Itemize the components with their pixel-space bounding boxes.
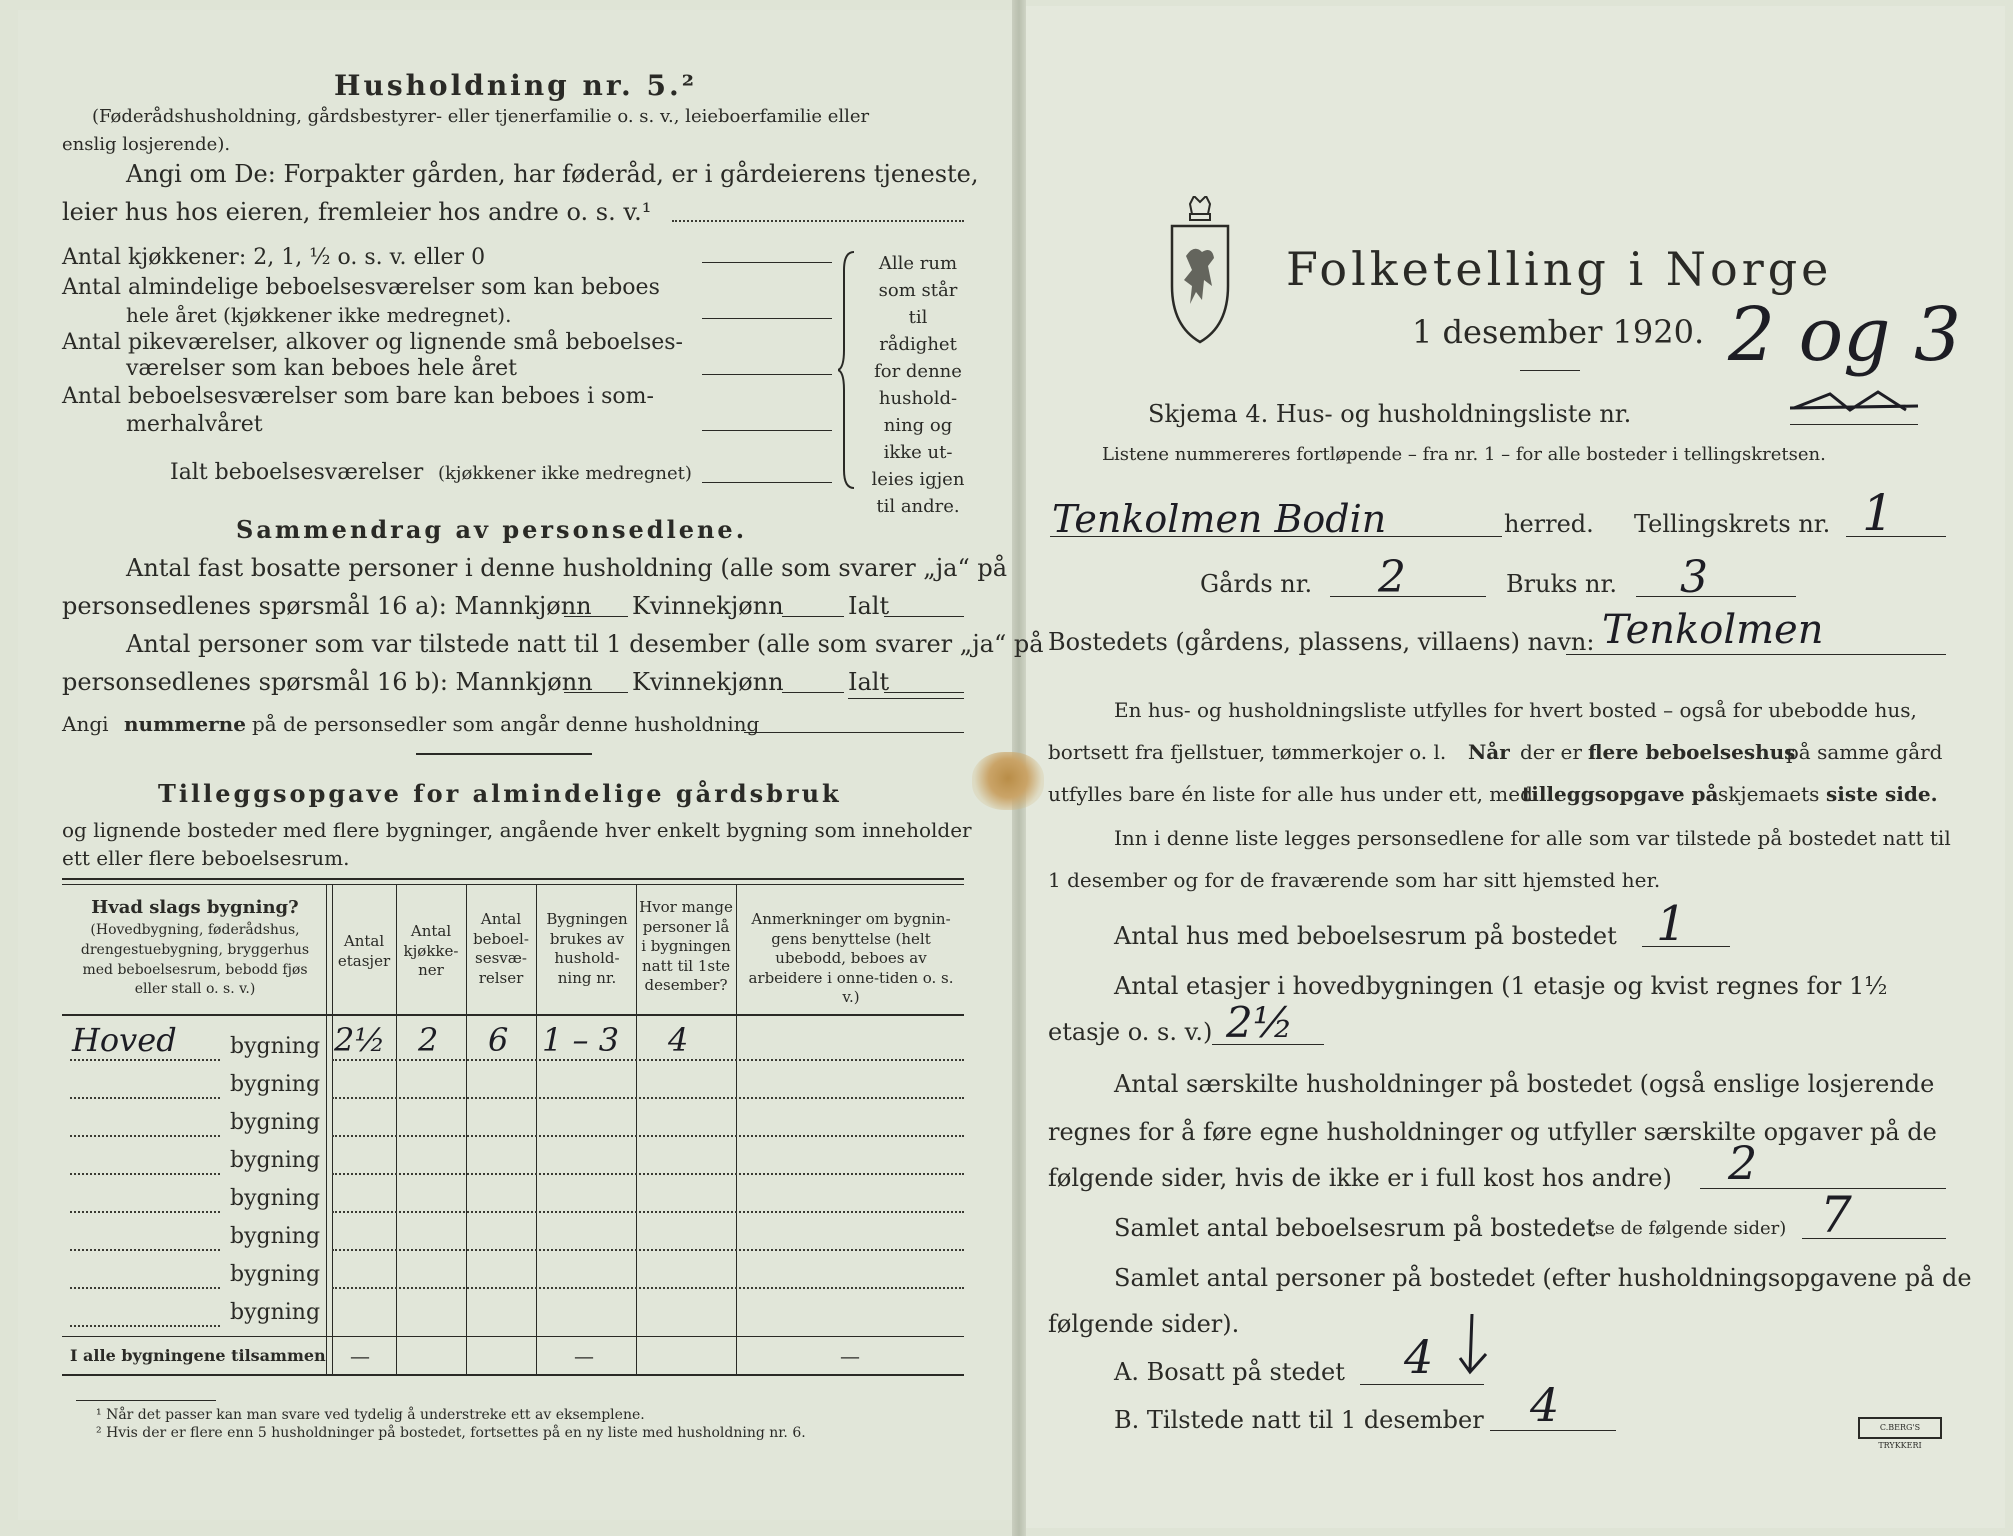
small-rooms-label-1: Antal pikeværelser, alkover og lignende små beboelses- <box>62 330 683 355</box>
small-rooms-answer-line <box>702 374 832 375</box>
row-1-building-type: Hoved <box>72 1021 177 1059</box>
building-type-header <box>66 896 324 1000</box>
summary-line-1b: personsedlenes spørsmål 16 a): Mannkjønn <box>62 592 592 620</box>
table-col-divider <box>326 884 327 1374</box>
brace-note-line: for denne <box>874 361 962 382</box>
table-header-border <box>62 1014 964 1016</box>
info-line-2d: flere beboelseshus <box>1588 740 1796 764</box>
total-label: Ialt <box>848 668 890 696</box>
household-note-1: (Føderådshusholdning, gårdsbestyrer- eller tjenerfamilie o. s. v., leieboerfamilie eller <box>92 106 870 127</box>
a-handwritten: 4 <box>1404 1330 1434 1384</box>
supplement-line-2: ett eller flere beboelsesrum. <box>62 846 350 870</box>
footnote-1: ¹ Når det passer kan man svare ved tydelig å understreke ett av eksemplene. <box>96 1407 645 1423</box>
houses-label: Antal hus med beboelsesrum på bostedet <box>1114 922 1617 950</box>
list-number-line <box>1790 424 1918 425</box>
total-rooms-answer-line <box>702 482 832 483</box>
total-answer-line <box>884 692 964 693</box>
row-line <box>70 1173 220 1175</box>
brace-note-line: hushold- <box>878 388 958 409</box>
row-line <box>70 1097 220 1099</box>
households-line-3: følgende sider, hvis de ikke er i full kost hos andre) <box>1048 1164 1672 1192</box>
summary-title: Sammendrag av personsedlene. <box>236 515 748 544</box>
printer-stamp: C.BERG'S TRYKKERI <box>1858 1417 1942 1439</box>
rooms-label-1: Antal almindelige beboelsesværelser som kan beboes <box>62 275 660 300</box>
row-1-household: 1 – 3 <box>542 1021 620 1059</box>
district-line <box>1846 536 1946 537</box>
summary-line-2b: personsedlenes spørsmål 16 b): Mannkjønn <box>62 668 593 696</box>
total-double-line <box>848 698 964 699</box>
rooms-label-2: hele året (kjøkkener ikke medregnet). <box>126 303 512 327</box>
numbers-bold: nummerne <box>124 712 246 736</box>
supplement-line-1: og lignende bosteder med flere bygninger, angående hver enkelt bygning som inneholder <box>62 818 972 842</box>
b-label: B. Tilstede natt til 1 desember <box>1114 1406 1484 1434</box>
check-mark-icon <box>1452 1310 1492 1380</box>
gards-handwritten: 2 <box>1378 552 1406 603</box>
total-row-household-dash: — <box>574 1344 594 1368</box>
place-handwritten: Tenkolmen <box>1602 607 1824 653</box>
row-line <box>332 1249 964 1251</box>
kitchens-label: Antal kjøkkener: 2, 1, ½ o. s. v. eller 0 <box>62 245 486 270</box>
brace-note-line: rådighet <box>879 334 957 355</box>
herred-label: herred. <box>1504 510 1594 538</box>
total-rooms-note: (kjøkkener ikke medregnet) <box>438 463 692 484</box>
rooms-header: Antal beboel-sesvæ-relser <box>473 910 529 987</box>
floors-header: Antal etasjer <box>337 932 391 970</box>
row-line <box>70 1211 220 1213</box>
floors-label-1: Antal etasjer i hovedbygningen (1 etasje og kvist regnes for 1½ <box>1114 972 1888 1000</box>
bruks-handwritten: 3 <box>1680 552 1708 603</box>
households-line-2: regnes for å føre egne husholdninger og utfyller særskilte opgaver på de <box>1048 1118 1937 1146</box>
row-line <box>332 1097 964 1099</box>
row-line <box>332 1135 964 1137</box>
brace-note-line: som står til <box>878 280 958 328</box>
info-line-3d: siste side. <box>1826 782 1938 806</box>
municipality-line <box>1050 536 1502 537</box>
floors-line <box>1212 1044 1324 1045</box>
building-row-label: bygning <box>230 1148 321 1173</box>
female-answer-line <box>782 692 844 693</box>
building-type-header-sub: (Hovedbygning, føderådshus, drengestuebygning, bryggerhus med beboelsesrum, bebodd fjøs eller stall o. s. v.) <box>80 922 310 998</box>
info-line-5: 1 desember og for de fraværende som har sitt hjemsted her. <box>1048 868 1661 892</box>
a-line <box>1360 1384 1484 1385</box>
footnote-rule <box>76 1400 216 1401</box>
info-line-3a: utfylles bare én liste for alle hus under ett, med <box>1048 782 1533 806</box>
gards-line <box>1330 596 1486 597</box>
info-line-3b: tilleggsopgave på <box>1522 782 1719 806</box>
households-handwritten: 2 <box>1728 1136 1758 1190</box>
row-line <box>332 1287 964 1289</box>
building-row-label: bygning <box>230 1224 321 1249</box>
row-line <box>332 1211 964 1213</box>
building-row-label: bygning <box>230 1186 321 1211</box>
a-label: A. Bosatt på stedet <box>1114 1358 1345 1386</box>
table-col-divider <box>536 884 537 1374</box>
total-rooms-label: Ialt beboelsesværelser <box>170 460 424 485</box>
handwritten-list-numbers: 2 og 3 <box>1728 292 1962 378</box>
houses-line <box>1642 946 1730 947</box>
total-answer-line <box>884 616 964 617</box>
table-col-divider <box>636 884 637 1374</box>
building-row-label: bygning <box>230 1300 321 1325</box>
brace-note-line: ning og <box>883 415 953 436</box>
total-row-floors-dash: — <box>350 1344 370 1368</box>
building-row-label: bygning <box>230 1034 321 1059</box>
brace-note-line: til andre. <box>876 496 960 517</box>
coat-of-arms-icon <box>1168 196 1232 346</box>
household-no-header: Bygningen brukes av hushold-ning nr. <box>546 910 628 987</box>
info-line-4: Inn i denne liste legges personsedlene for alle som var tilstede på bostedet natt til <box>1114 826 1951 850</box>
numbers-prefix: Angi <box>62 712 109 736</box>
crossed-out-number <box>1790 384 1920 420</box>
row-line <box>70 1059 220 1061</box>
info-line-2e: på samme gård <box>1786 740 1943 764</box>
b-line <box>1490 1430 1616 1431</box>
building-type-header-title: Hvad slags bygning? <box>91 897 299 918</box>
row-line <box>70 1287 220 1289</box>
stain <box>972 752 1044 810</box>
building-row-label: bygning <box>230 1262 321 1287</box>
row-line <box>70 1325 220 1327</box>
total-row-label: I alle bygningene tilsammen <box>70 1346 326 1365</box>
rooms-handwritten: 7 <box>1820 1186 1852 1244</box>
answer-line <box>672 220 964 222</box>
numbers-answer-line <box>744 732 964 733</box>
household-note-2: enslig losjerende). <box>62 134 231 155</box>
district-label: Tellingskrets nr. <box>1634 510 1831 538</box>
gards-label: Gårds nr. <box>1200 570 1313 598</box>
bruks-label: Bruks nr. <box>1506 570 1617 598</box>
male-answer-line <box>564 616 628 617</box>
row-1-floors: 2½ <box>334 1021 386 1059</box>
summer-rooms-label-1: Antal beboelsesværelser som bare kan beboes i som- <box>62 384 654 409</box>
kitchens-answer-line <box>702 262 832 263</box>
female-label: Kvinnekjønn <box>632 668 784 696</box>
summary-line-2a: Antal personer som var tilstede natt til 1 desember (alle som svarer „ja“ på <box>126 630 1044 658</box>
info-line-3c: skjemaets <box>1718 782 1820 806</box>
numbers-rest: på de personsedler som angår denne husholdning <box>252 712 760 736</box>
footnote-2: ² Hvis der er flere enn 5 husholdninger på bostedet, fortsettes på en ny liste med husholdning nr. 6. <box>96 1425 806 1441</box>
schema-line: Skjema 4. Hus- og husholdningsliste nr. <box>1148 400 1632 428</box>
houses-handwritten: 1 <box>1656 896 1687 952</box>
section-divider <box>416 753 592 755</box>
rooms-line <box>1802 1238 1946 1239</box>
info-line-1: En hus- og husholdningsliste utfylles for hvert bosted – også for ubebodde hus, <box>1114 698 1917 722</box>
female-label: Kvinnekjønn <box>632 592 784 620</box>
remarks-header: Anmerkninger om bygnin-gens benyttelse (helt ubebodd, beboes av arbeidere i onne-tiden o. s. v.) <box>748 910 954 1006</box>
b-handwritten: 4 <box>1530 1378 1560 1432</box>
brace-note-line: Alle rum <box>878 253 958 274</box>
brace-note-line: leies igjen <box>871 469 965 490</box>
female-answer-line <box>782 616 844 617</box>
info-line-2a: bortsett fra fjellstuer, tømmerkojer o. l. <box>1048 740 1447 764</box>
bruks-line <box>1636 596 1796 597</box>
brace-note-line: ikke ut- <box>883 442 953 463</box>
persons-line-2: følgende sider). <box>1048 1310 1240 1338</box>
info-line-2c: der er <box>1520 740 1582 764</box>
male-answer-line <box>564 692 628 693</box>
left-page <box>18 10 1018 1520</box>
persons-line-1: Samlet antal personer på bostedet (efter husholdningsopgavene på de <box>1114 1264 1972 1292</box>
summer-rooms-answer-line <box>702 430 832 431</box>
summary-line-1a: Antal fast bosatte personer i denne husholdning (alle som svarer „ja“ på <box>126 554 1008 582</box>
table-total-border <box>62 1336 964 1337</box>
floors-label-2: etasje o. s. v.) <box>1048 1018 1213 1046</box>
building-row-label: bygning <box>230 1110 321 1135</box>
row-line <box>332 1059 964 1061</box>
household-title: Husholdning nr. 5.² <box>334 69 698 102</box>
persons-header: Hvor mange personer lå i bygningen natt til 1ste desember? <box>639 898 733 994</box>
title-rule <box>1520 370 1580 371</box>
supplement-title: Tilleggsopgave for almindelige gårdsbruk <box>158 779 842 808</box>
small-rooms-label-2: værelser som kan beboes hele året <box>126 356 517 381</box>
question-line-2: leier hus hos eieren, fremleier hos andre o. s. v.¹ <box>62 198 652 226</box>
total-row-remarks-dash: — <box>840 1344 860 1368</box>
listing-note: Listene nummereres fortløpende – fra nr. 1 – for alle bosteder i tellingskretsen. <box>1102 444 1826 465</box>
rooms-answer-line <box>702 318 832 319</box>
total-label: Ialt <box>848 592 890 620</box>
households-line-1: Antal særskilte husholdninger på bostedet (også enslige losjerende <box>1114 1070 1935 1098</box>
district-handwritten: 1 <box>1862 484 1894 542</box>
rooms-note: (se de følgende sider) <box>1588 1218 1787 1239</box>
summer-rooms-label-2: merhalvåret <box>126 412 263 437</box>
rooms-label: Samlet antal beboelsesrum på bostedet <box>1114 1214 1596 1242</box>
table-col-divider <box>736 884 737 1374</box>
table-bottom-border <box>62 1374 964 1376</box>
info-line-2b: Når <box>1468 740 1510 764</box>
row-line <box>70 1135 220 1137</box>
row-1-persons: 4 <box>668 1021 689 1059</box>
brace-icon <box>838 250 858 490</box>
row-line <box>332 1173 964 1175</box>
brace-note <box>868 250 968 520</box>
place-label: Bostedets (gårdens, plassens, villaens) navn: <box>1048 628 1595 656</box>
kitchens-header: Antal kjøkke-ner <box>403 922 459 979</box>
table-top-border-2 <box>62 884 964 885</box>
row-1-rooms: 6 <box>488 1021 509 1059</box>
floors-handwritten: 2½ <box>1226 998 1294 1047</box>
building-row-label: bygning <box>230 1072 321 1097</box>
row-1-kitchens: 2 <box>418 1021 439 1059</box>
place-line <box>1566 654 1946 655</box>
municipality-handwritten: Tenkolmen Bodin <box>1052 497 1387 541</box>
table-top-border <box>62 878 964 880</box>
census-date: 1 desember 1920. <box>1412 313 1705 351</box>
row-line <box>70 1249 220 1251</box>
document-title: Folketelling i Norge <box>1286 242 1833 296</box>
question-line-1: Angi om De: Forpakter gården, har føderåd, er i gårdeierens tjeneste, <box>126 160 979 188</box>
